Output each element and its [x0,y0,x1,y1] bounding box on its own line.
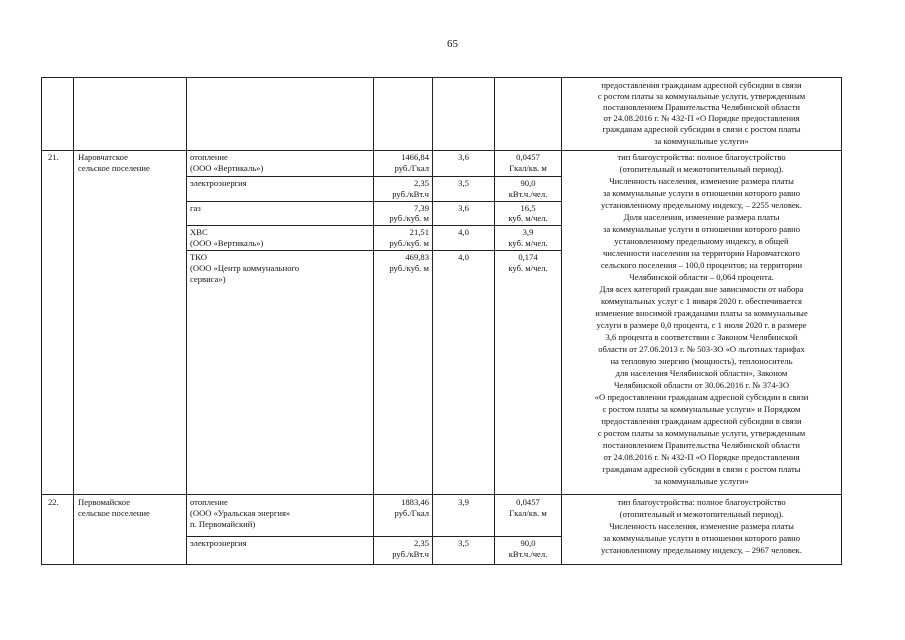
service-name: электроэнергия [190,178,247,188]
description-line: с ростом платы за коммунальные услуги» и Порядком [602,404,801,414]
service-name: отопление [190,497,228,507]
description-line: сельского поселения – 100,0 процентов; на территории [600,260,803,270]
service-name: электроэнергия [190,538,247,548]
service-name: ХВС [190,227,208,237]
index-percent: 3,5 [458,178,469,188]
norm-unit: куб. м/чел. [508,263,548,273]
page-number: 65 [447,38,458,50]
col-border [494,77,495,565]
description-line: с ростом платы за коммунальные услуги, утвержденным [597,428,806,438]
description-line: численности населения на территории Наровчатского [603,248,800,258]
index-percent: 3,6 [458,152,469,162]
index-percent: 4,0 [458,252,469,262]
norm-value: 0,0457 [516,152,540,162]
settlement-name: сельское поселение [78,508,150,518]
description-line: (отопительный и межотопительный период). [619,509,784,519]
col-border [373,77,374,565]
description-line: установленному предельному индексу, в общей [614,236,789,246]
row-number: 21. [48,152,59,162]
description-line: постановлением Правительства Челябинской области [603,440,800,450]
description-line: Численность населения, изменение размера платы [609,176,794,186]
description-line: тип благоустройства: полное благоустройство [617,152,786,162]
service-provider: (ООО «Вертикаль») [190,238,264,248]
table-top-border [41,77,842,78]
norm-value: 0,0457 [516,497,540,507]
norm-unit: куб. м/чел. [508,213,548,223]
description-line: коммунальных услуг с 1 января 2020 г. обеспечивается [601,296,802,306]
description-line: за коммунальные услуги» [654,476,749,486]
description-line: изменение вносимой гражданами платы за коммунальные [595,308,808,318]
norm-unit: Гкал/кв. м [509,508,547,518]
description-line: для населения Челябинской области», Законом [615,368,788,378]
description-line: Для всех категорий граждан вне зависимости от набора [599,284,804,294]
table-bottom-border [41,564,842,565]
description-line: от 24.08.2016 г. № 432-П «О Порядке предоставления [603,113,800,123]
row-number: 22. [48,497,59,507]
description-line: установленному предельному индексу, – 2255 человек. [601,200,802,210]
service-name: ТКО [190,252,207,262]
col-border [186,77,187,565]
norm-unit: кВт.ч./чел. [508,189,548,199]
description-line: на тепловую энергию (мощность), теплоноситель [610,356,793,366]
norm-value: 3,9 [522,227,534,237]
description-line: услуги в размере 0,0 процента, с 1 июля 2020 г. в размере [596,320,807,330]
description-line: с ростом платы за коммунальные услуги, утвержденным [597,91,806,101]
index-percent: 3,9 [458,497,469,507]
tariff-unit: руб./куб. м [389,213,429,223]
col-border [73,77,74,565]
settlement-name: Наровчатское [78,152,128,162]
tariff-unit: руб./Гкал [394,508,429,518]
tariff-value: 7,39 [413,203,429,213]
col-border [841,77,842,565]
norm-unit: Гкал/кв. м [509,163,547,173]
description-line: гражданам адресной субсидии в связи с ростом платы [602,124,801,134]
description-line: за коммунальные услуги в отношении которого равно [602,533,801,543]
description-line: гражданам адресной субсидии в связи с ростом платы [602,464,801,474]
tariff-value: 21,51 [409,227,429,237]
row-21-top-border [41,150,842,151]
index-percent: 3,5 [458,538,469,548]
norm-unit: кВт.ч./чел. [508,549,548,559]
description-line: области от 27.06.2013 г. № 503-ЗО «О льготных тарифах [598,344,805,354]
norm-value: 90,0 [520,178,536,188]
tariff-unit: руб./кВт.ч [392,549,429,559]
col-border [432,77,433,565]
description-line: Доля населения, изменение размера платы [623,212,780,222]
index-percent: 3,6 [458,203,469,213]
tariff-value: 1883,46 [401,497,429,507]
service-name: отопление [190,152,228,162]
row-22-top-border [41,494,842,495]
description-line: «О предоставлении гражданам адресной субсидии в связи [594,392,809,402]
settlement-name: Первомайское [78,497,131,507]
description-line: от 24.08.2016 г. № 432-П «О Порядке предоставления [603,452,800,462]
tariff-value: 2,35 [413,178,429,188]
description-line: Челябинской области – 0,064 процента. [629,272,774,282]
description-line: за коммунальные услуги в отношении которого равно [602,224,801,234]
tariff-value: 469,83 [405,252,429,262]
service-name: газ [190,203,201,213]
tariff-value: 2,35 [413,538,429,548]
description-line: Челябинской области от 30.06.2016 г. № 374-ЗО [613,380,790,390]
description-line: постановлением Правительства Челябинской области [603,102,800,112]
description-line: за коммунальные услуги» [654,136,749,146]
description-line: предоставления гражданам адресной субсидии в связи [601,416,802,426]
service-provider: (ООО «Вертикаль») [190,163,264,173]
service-provider: (ООО «Уральская энергия» [190,508,291,518]
service-provider: (ООО «Центр коммунального [190,263,300,273]
tariff-value: 1466,84 [401,152,429,162]
service-provider: сервиса») [190,274,226,284]
tariff-unit: руб./кВт.ч [392,189,429,199]
description-line: установленному предельному индексу, – 2967 человек. [601,545,802,555]
norm-value: 90,0 [520,538,536,548]
settlement-name: сельское поселение [78,163,150,173]
tariff-unit: руб./куб. м [389,238,429,248]
norm-value: 16,5 [520,203,536,213]
tariff-unit: руб./куб. м [389,263,429,273]
norm-unit: куб. м/чел. [508,238,548,248]
description-line: 3,6 процента в соответствии с Законом Челябинской [605,332,798,342]
description-line: за коммунальные услуги в отношении которого равно [602,188,801,198]
description-line: (отопительный и межотопительный период). [619,164,784,174]
description-line: предоставления гражданам адресной субсидии в связи [601,80,802,90]
tariff-unit: руб./Гкал [394,163,429,173]
description-line: тип благоустройства: полное благоустройство [617,497,786,507]
description-line: Численность населения, изменение размера платы [609,521,794,531]
service-provider: п. Первомайский) [190,519,256,529]
index-percent: 4,0 [458,227,469,237]
col-border [41,77,42,565]
norm-value: 0,174 [518,252,538,262]
